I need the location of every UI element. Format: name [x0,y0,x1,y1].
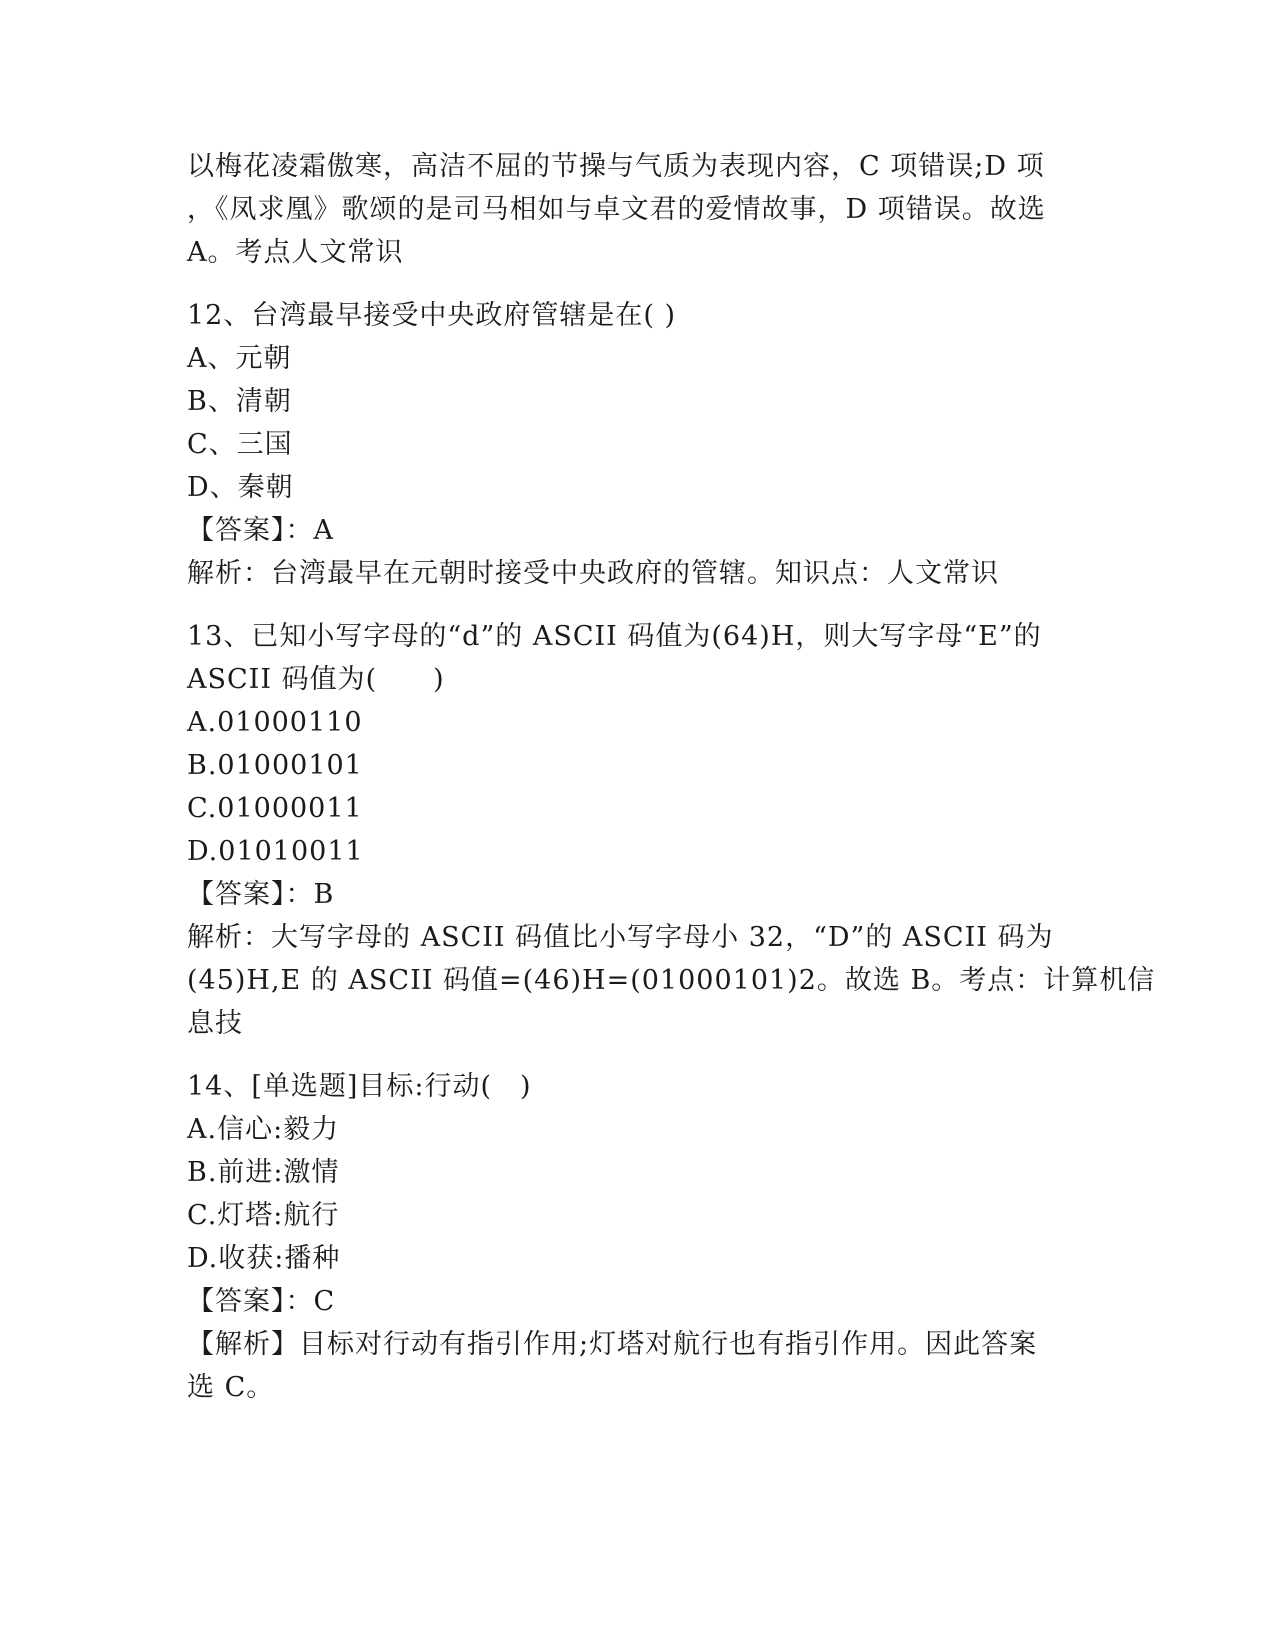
question-text: 12、台湾最早接受中央政府管辖是在( ) [187,300,677,331]
option-c: C.灯塔:航行 [187,1200,340,1231]
previous-explanation [187,145,1087,274]
option-b: B.01000101 [187,750,363,781]
question-text: 13、已知小写字母的“d”的 ASCII 码值为(64)H，则大写字母“E”的 [187,621,1042,652]
option-d: D、秦朝 [187,472,294,503]
option-a: A.01000110 [187,707,363,738]
explanation-line: ，《凤求凰》歌颂的是司马相如与卓文君的爱情故事，D 项错误。故选 [187,194,1046,225]
option-a: A.信心:毅力 [187,1114,340,1145]
option-b: B.前进:激情 [187,1157,340,1188]
explanation-line: 息技 [187,1008,243,1039]
explanation-line: A。考点人文常识 [187,237,404,268]
option-c: C、三国 [187,429,293,460]
explanation-line: (45)H,E 的 ASCII 码值=(46)H=(01000101)2。故选 B。考点：计算机信 [187,965,1156,996]
option-c: C.01000011 [187,793,363,824]
explanation-line: 解析：台湾最早在元朝时接受中央政府的管辖。知识点：人文常识 [187,558,999,589]
question-14 [187,1065,1087,1409]
option-d: D.01010011 [187,836,364,867]
question-13 [187,615,1156,1045]
question-12 [187,294,1087,595]
document-page [187,145,1156,1409]
answer: 【答案】：C [187,1286,336,1317]
option-b: B、清朝 [187,386,292,417]
explanation-line: 选 C。 [187,1372,275,1403]
question-text: 14、[单选题]目标:行动( ) [187,1071,532,1102]
explanation-line: 【解析】目标对行动有指引作用;灯塔对航行也有指引作用。因此答案 [187,1329,1038,1360]
question-text: ASCII 码值为( ) [187,664,445,695]
option-a: A、元朝 [187,343,292,374]
answer: 【答案】：B [187,879,335,910]
answer: 【答案】：A [187,515,334,546]
explanation-line: 以梅花凌霜傲寒，高洁不屈的节操与气质为表现内容，C 项错误;D 项 [187,151,1045,182]
option-d: D.收获:播种 [187,1243,341,1274]
explanation-line: 解析：大写字母的 ASCII 码值比小写字母小 32，“D”的 ASCII 码为 [187,922,1054,953]
